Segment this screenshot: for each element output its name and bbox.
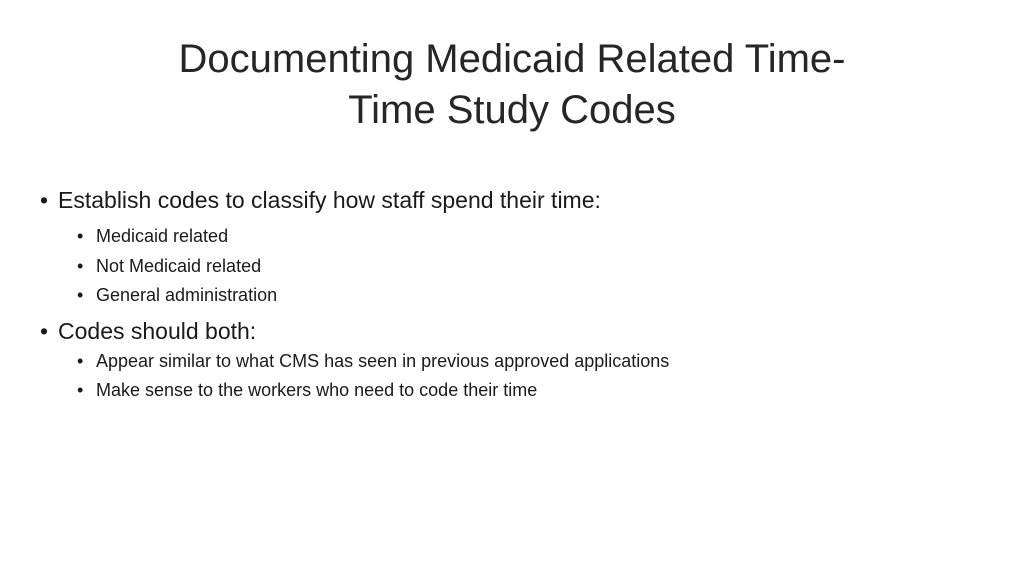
sub-bullet-text: Not Medicaid related bbox=[96, 255, 262, 276]
slide-title bbox=[0, 34, 1024, 136]
bullet-dot: • bbox=[77, 350, 84, 371]
sub-list-codes bbox=[40, 222, 980, 311]
bullet-text: Establish codes to classify how staff spend their time: bbox=[58, 187, 601, 213]
bullet-dot: • bbox=[77, 285, 84, 305]
bullet-dot: • bbox=[40, 317, 49, 344]
title-line-2: Time Study Codes bbox=[348, 88, 676, 132]
slide-body bbox=[40, 184, 980, 406]
sub-bullet-appear-similar bbox=[40, 347, 980, 377]
sub-bullet-text: Appear similar to what CMS has seen in previous approved applications bbox=[96, 350, 670, 371]
bullet-text: Codes should both: bbox=[58, 317, 257, 344]
sub-bullet-text: General administration bbox=[96, 285, 278, 305]
bullet-dot: • bbox=[40, 187, 49, 213]
sub-bullet-medicaid-related bbox=[40, 222, 980, 252]
sub-bullet-text: Make sense to the workers who need to code their time bbox=[96, 380, 538, 400]
bullet-establish-codes bbox=[40, 184, 980, 216]
title-line-1: Documenting Medicaid Related Time- bbox=[178, 37, 846, 81]
sub-bullet-text: Medicaid related bbox=[96, 226, 229, 246]
sub-bullet-make-sense bbox=[40, 376, 980, 406]
bullet-dot: • bbox=[77, 226, 84, 246]
bullet-codes-should-both bbox=[40, 315, 980, 347]
bullet-dot: • bbox=[77, 380, 84, 400]
sub-bullet-not-medicaid-related bbox=[40, 252, 980, 282]
bullet-dot: • bbox=[77, 255, 84, 276]
sub-list-criteria bbox=[40, 347, 980, 406]
sub-bullet-general-administration bbox=[40, 281, 980, 311]
